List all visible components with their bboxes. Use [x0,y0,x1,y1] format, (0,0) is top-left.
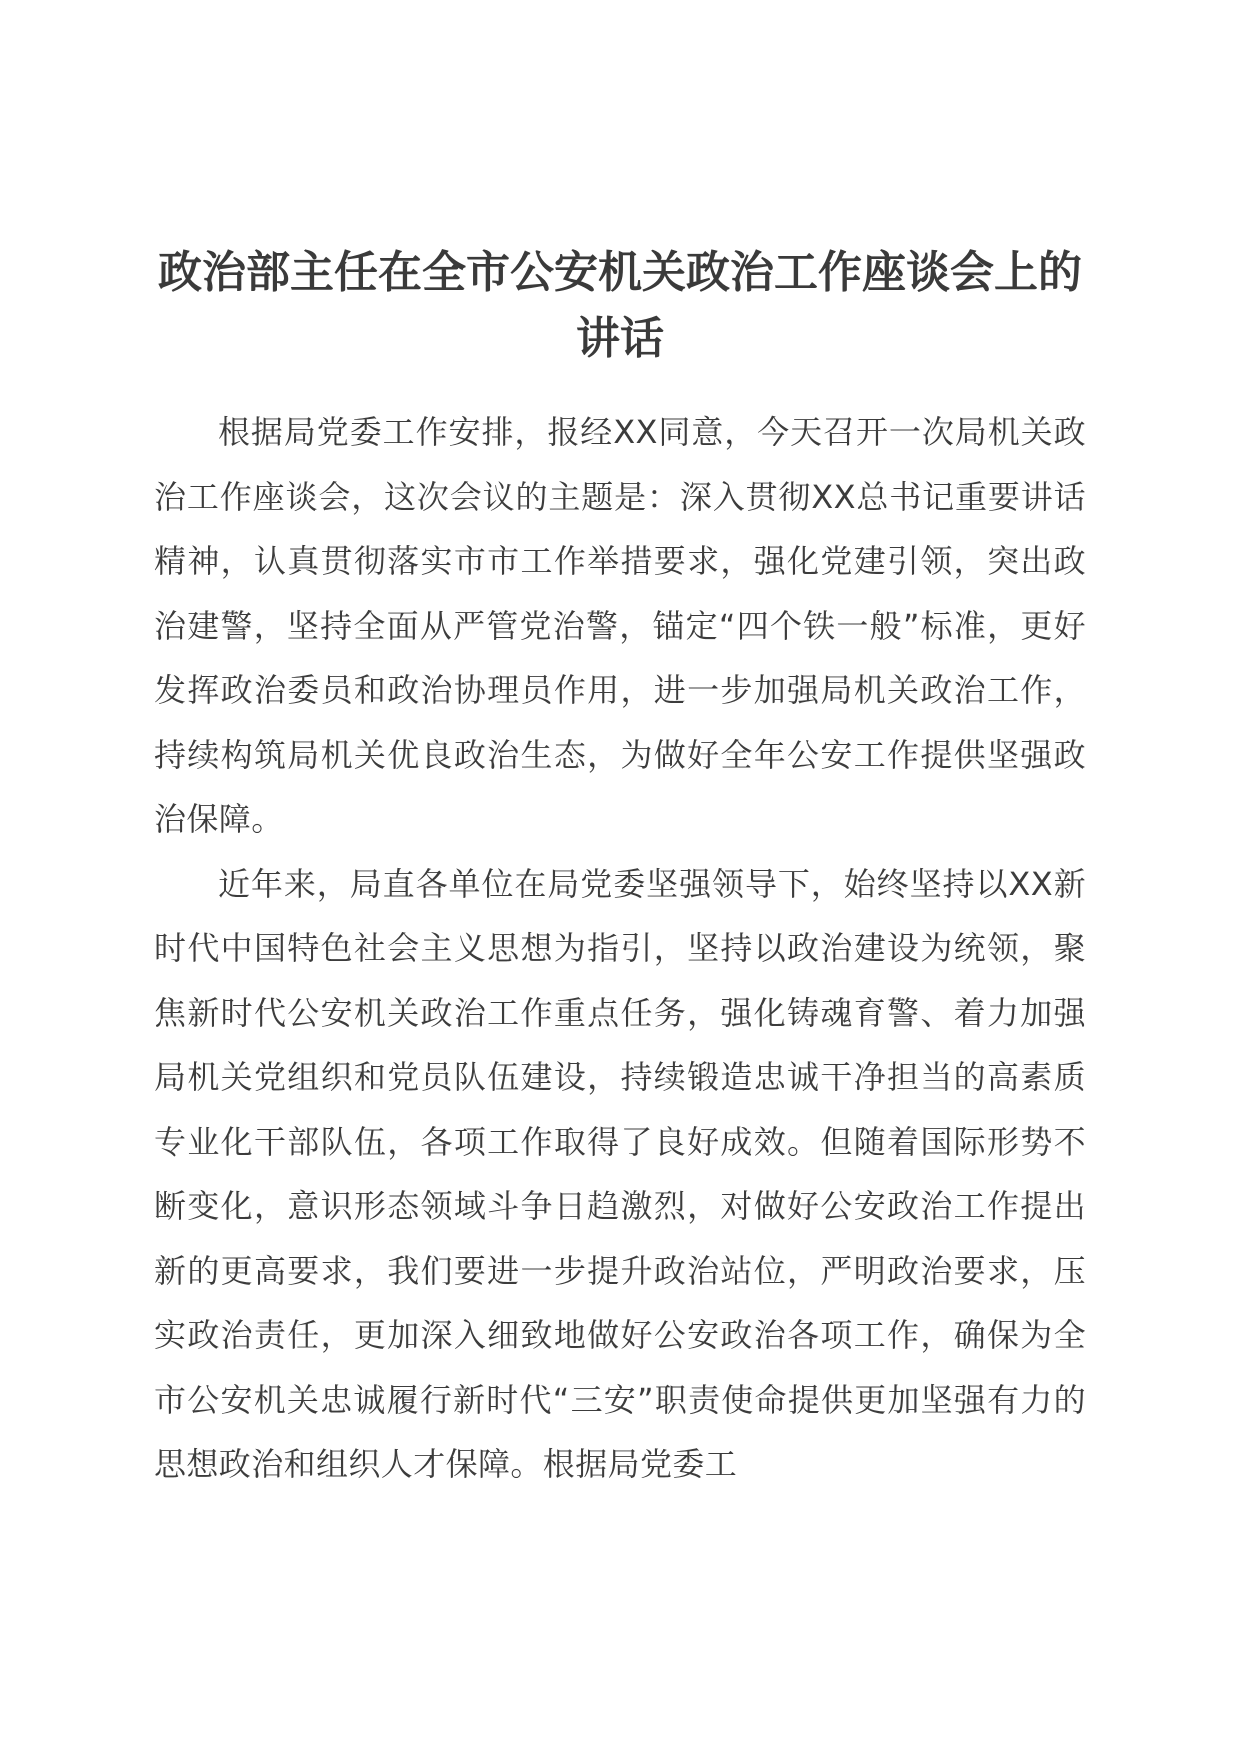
document-body [154,400,1086,1497]
document-title: 政治部主任在全市公安机关政治工作座谈会上的讲话 [158,247,1082,364]
paragraph-intro: 根据局党委工作安排，报经XX同意，今天召开一次局机关政治工作座谈会，这次会议的主题是：深入贯彻XX总书记重要讲话精神，认真贯彻落实市市工作举措要求，强化党建引领，突出政治建警，坚持全面从严管党治警，锚定“四个铁一般”标准，更好发挥政治委员和政治协理员作用，进一步加强局机关政治工作，持续构筑局机关优良政治生态，为做好全年公安工作提供坚强政治保障。 [154,413,1086,838]
paragraph-background: 近年来，局直各单位在局党委坚强领导下，始终坚持以XX新时代中国特色社会主义思想为指引，坚持以政治建设为统领，聚焦新时代公安机关政治工作重点任务，强化铸魂育警、着力加强局机关党组织和党员队伍建设，持续锻造忠诚干净担当的高素质专业化干部队伍，各项工作取得了良好成效。但随着国际形势不断变化，意识形态领域斗争日趋激烈，对做好公安政治工作提出新的更高要求，我们要进一步提升政治站位，严明政治要求，压实政治责任，更加深入细致地做好公安政治各项工作，确保为全市公安机关忠诚履行新时代“三安”职责使命提供更加坚强有力的思想政治和组织人才保障。根据局党委工 [154,864,1086,1483]
